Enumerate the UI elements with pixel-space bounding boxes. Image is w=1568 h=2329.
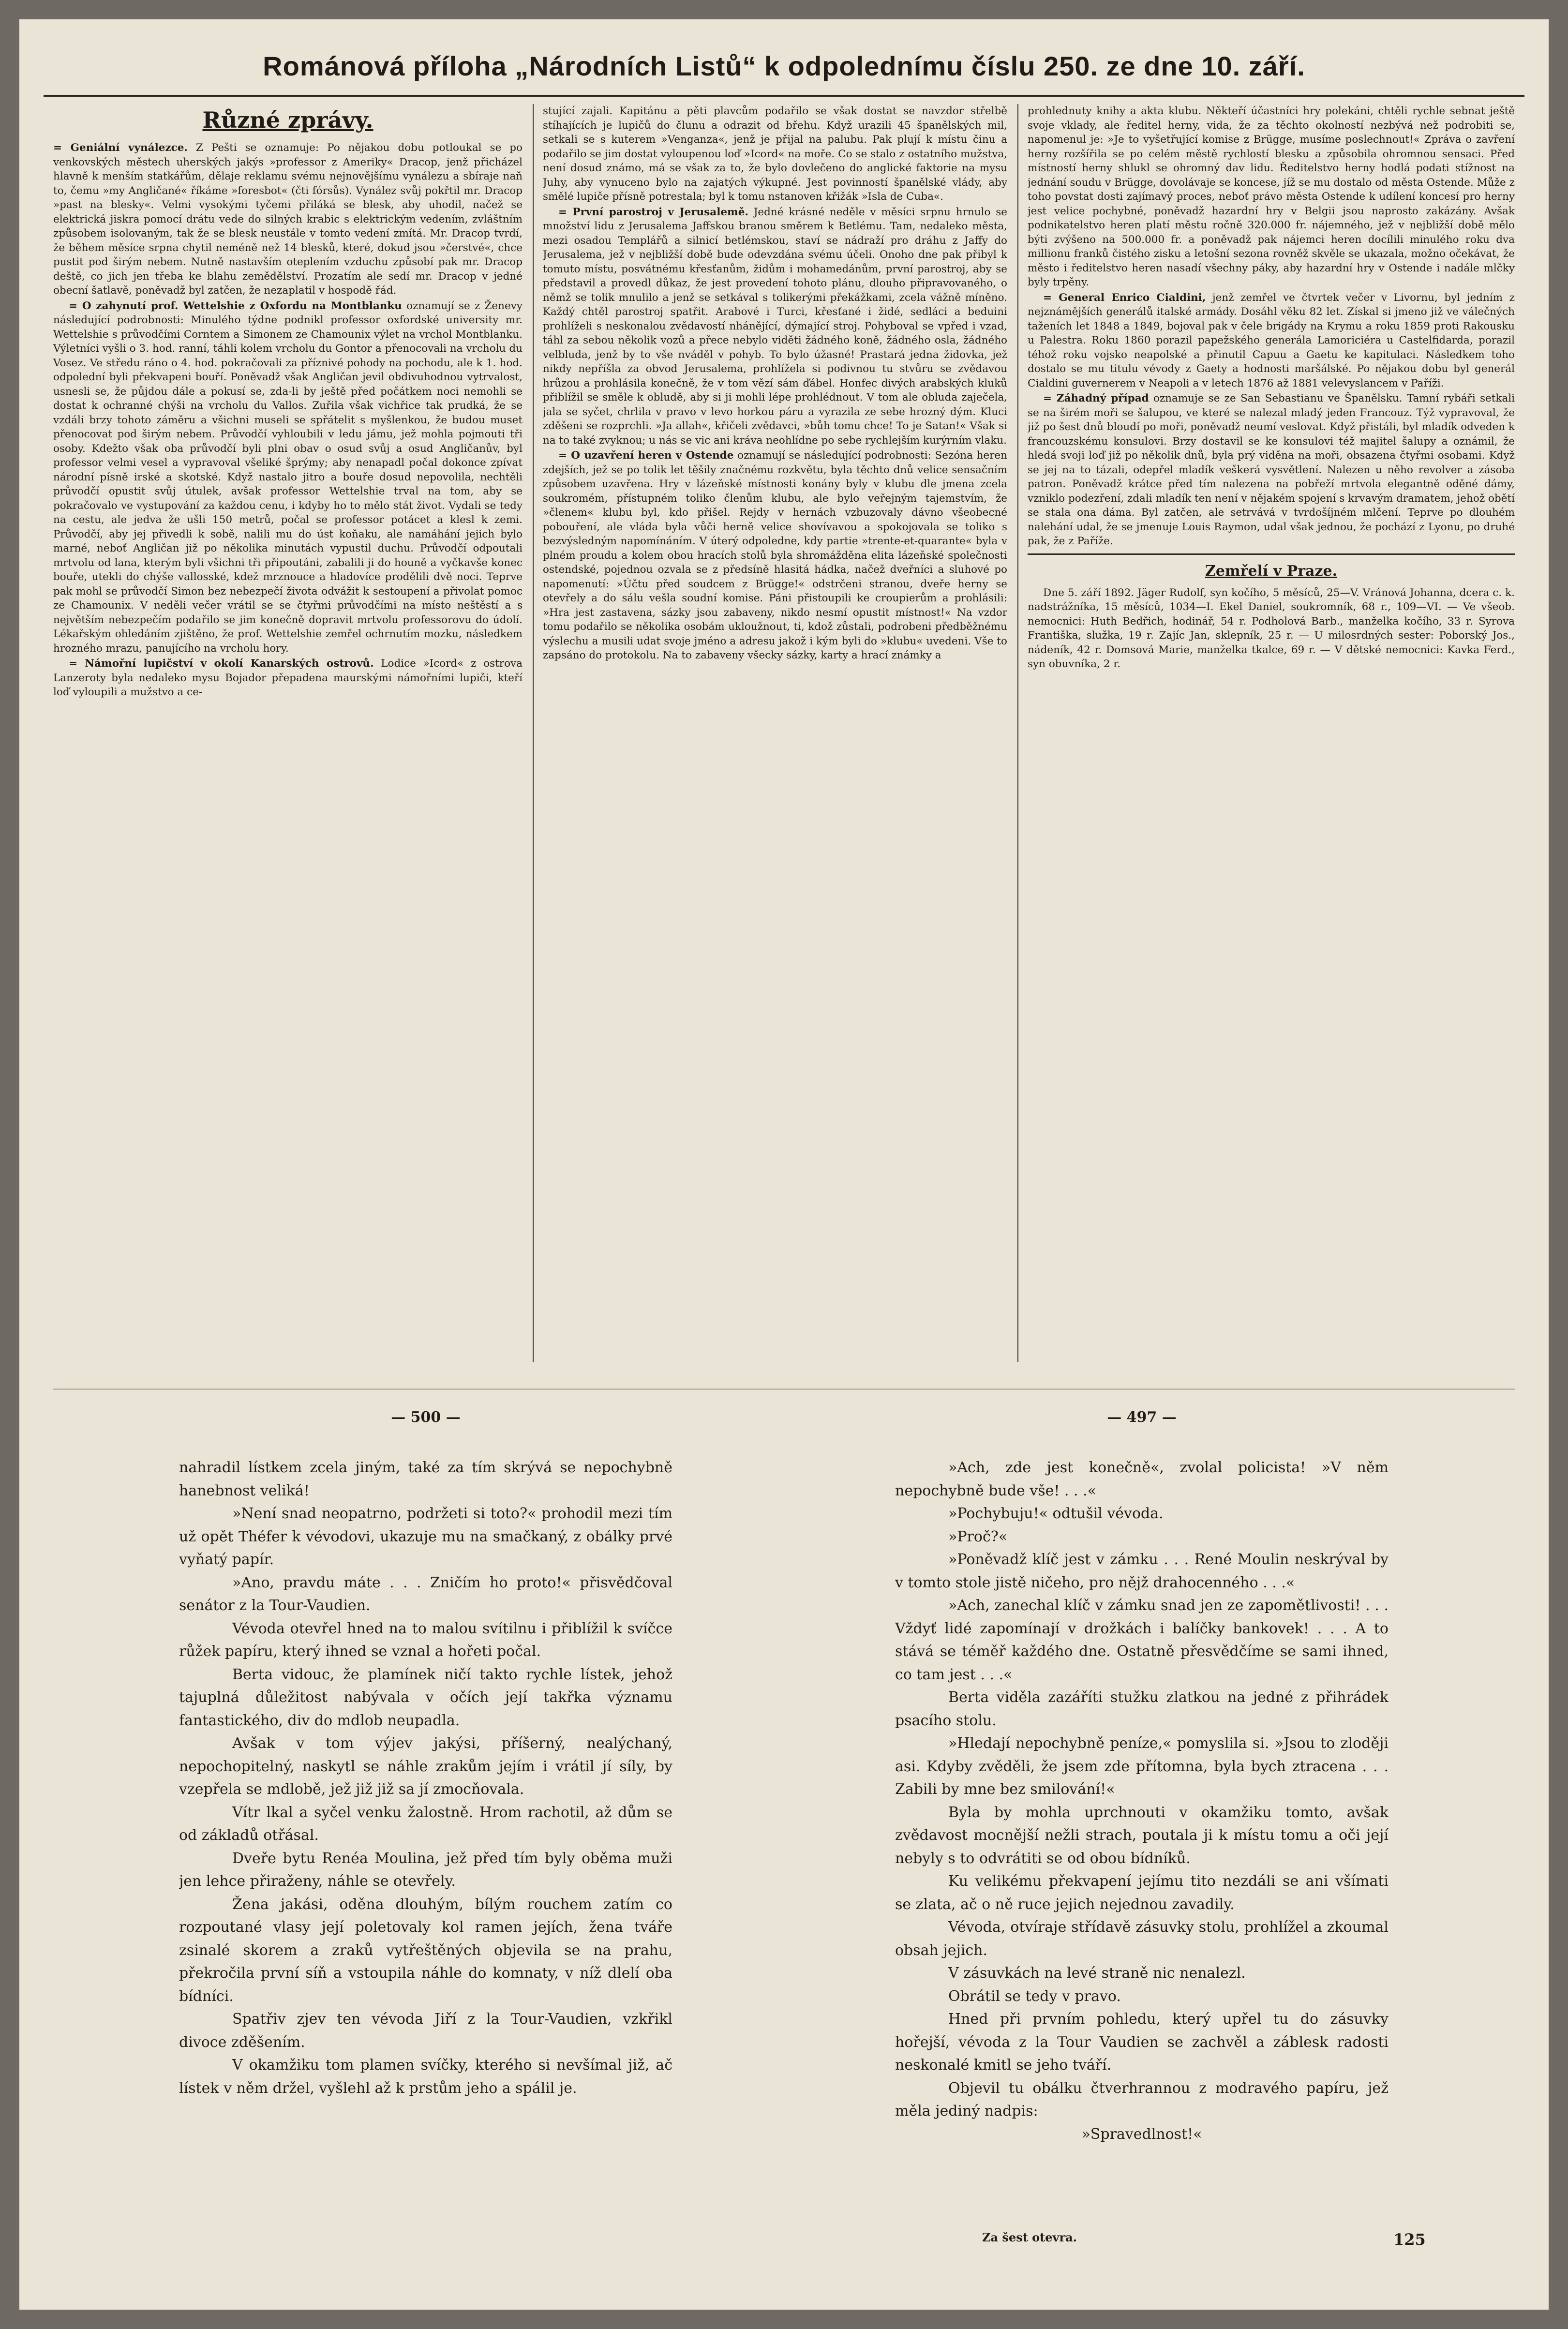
novel-paragraph: Ku velikému překvapení jejímu tito nezdáli se ani všímati se zlata, ač o ně ruce jejich nejednou zavadily. xyxy=(895,1873,1389,1913)
novel-paragraph: Obrátil se tedy v pravo. xyxy=(948,1987,1121,2005)
footer-sheet-number: 125 xyxy=(1393,2230,1426,2249)
novel-paragraph: Spatřiv zjev ten vévoda Jiří z la Tour-Vaudien, vzkřikl divoce zděšením. xyxy=(179,2011,672,2051)
novel-paragraph: »Ano, pravdu máte . . . Zničím ho proto!« přisvědčoval senátor z la Tour-Vaudien. xyxy=(179,1574,672,1614)
news-text: prohlednuty knihy a akta klubu. Někteří účastníci hry polekáni, chtěli rychle sebnat ještě svoje vklady, ale ředitel herny, vida, že za těchto okolností nezbývá než podrobiti se, napomenul je: »Je to vyšetřující komise z Brügge, musíme poslechnout!« Zpráva o zavření herny rozšířila se po celém městě rychlostí blesku a způsobila ohromnou sensaci. Před místností herny shlukl se ohromný dav lidu. Ředitelstvo herny hodlá podati stížnost na jednání soudu v Brügge, dovolávaje se koncese, jíž se mu dostalo od města Ostende. Může z toho povstat dosti zajímavý proces, neboť právo města Ostende k udílení koncesí pro herny jest velice pochybné, poněvadž hazardní hry v Belgii jsou naprosto zakázány. Avšak podnikatelstvo heren platí městu ročně 320.000 fr. nájemného, jež v nejbližší době mělo býti zvýšeno na 500.000 fr. a poněvadž pak nájemci heren docílili minulého roku dva millionu franků čistého zisku a letošní sezona rovněž skvěle se ukazala, možno očekávat, že město i ředitelstvo heren nasadí všechny páky, aby hazardní hry v Ostende i nadále mlčky byly trpěny. xyxy=(1028,105,1515,288)
novel-paragraph: Berta viděla zazáříti stužku zlatkou na jedné z přihrádek psacího stolu. xyxy=(895,1689,1389,1729)
news-item xyxy=(53,657,523,700)
news-headline: = První parostroj v Jerusalemě. xyxy=(558,206,748,218)
deaths-title: Zemřelí v Praze. xyxy=(1205,562,1338,580)
news-item xyxy=(543,205,1007,448)
deaths-list: Dne 5. září 1892. Jäger Rudolf, syn kočího, 5 měsíců, 25—V. Vránová Johanna, dcera c. k. nadstrážníka, 15 měsíců, 1034—I. Ekel Daniel, soukromník, 68 r., 109—VI. — Ve všeob. nemocnici: Huth Bedřich, hodinář, 54 r. Podholová Barb., manželka kočího, 33 r. Syrova Františka, služka, 19 r. Zajíc Jan, sklepník, 25 r. — U milosrdných sester: Poborský Jos., nádeník, 42 r. Domsová Marie, manželka tkalce, 69 r. — V dětské nemocnici: Kavka Ferd., syn obuvníka, 2 r. xyxy=(1028,586,1515,670)
footer-signature: Za šest otevra. xyxy=(982,2230,1077,2244)
news-section xyxy=(53,104,1515,1362)
novel-paragraph: Objevil tu obálku čtverhrannou z modravého papíru, jež měla jediný nadpis: xyxy=(895,2079,1389,2120)
news-column-2 xyxy=(543,104,1007,1362)
news-column-3 xyxy=(1028,104,1515,1362)
news-headline: = General Enrico Cialdini, xyxy=(1043,291,1206,304)
novel-paragraph: »Není snad neopatrno, podržeti si toto?« prohodil mezi tím už opět Théfer k vévodovi, ukazuje mu na smačkaný, z obálky prvé vyňatý papír. xyxy=(179,1505,672,1568)
news-item xyxy=(1028,391,1515,549)
column-divider xyxy=(533,104,534,1362)
novel-paragraph: Vítr lkal a syčel venku žalostně. Hrom rachotil, až dům se od základů otřásal. xyxy=(179,1804,672,1844)
novel-paragraph: Hned při prvním pohledu, který upřel tu do zásuvky hořejší, vévoda z la Tour Vaudien se zachvěl a záblesk radosti neskonalé kmitl se jeho tváří. xyxy=(895,2011,1389,2074)
novel-paragraph: V zásuvkách na levé straně nic nenalezl. xyxy=(948,1965,1246,1982)
news-headline: = Námořní lupičství v okolí Kanarských ostrovů. xyxy=(69,657,374,670)
novel-paragraph: Berta vidouc, že plamínek ničí takto rychle lístek, jehož tajuplná důležitost nabývala v očích její takřka významu fantastického, div do mdlob neupadla. xyxy=(179,1666,672,1729)
novel-page-right xyxy=(895,1456,1389,2269)
novel-paragraph: Dveře bytu Renéa Moulina, jež před tím byly oběma muži jen lehce přiraženy, náhle se otevřely. xyxy=(179,1850,672,1890)
column-divider xyxy=(1017,104,1018,1362)
news-text: stující zajali. Kapitánu a pěti plavcům podařilo se však dostat se navzdor střelbě stíhajících je lupičů do člunu a odrazit od břehu. Když urazili 45 španělských mil, setkali se s kuterem »Venganza«, jenž je přijal na palubu. Pak plují k místu činu a podařilo se jim dostat vyloupenou loď »Icord« na moře. Co se stalo z ostatního mužstva, není dosud známo, má se však za to, že bylo dovlečeno do anglické faktorie na mysu Juhy, aby vynuceno bylo na zajatých výkupné. Jest povinností španělské vlády, aby smělé lupiče přísně potrestala; byl k tomu nstanoven křižák »Isla de Cuba«. xyxy=(543,105,1007,203)
page-number-left: — 500 — xyxy=(391,1409,461,1426)
news-item xyxy=(543,104,1007,204)
novel-paragraph: nahradil lístkem zcela jiným, také za tím skrývá se nepochybně hanebnost veliká! xyxy=(179,1459,672,1499)
novel-paragraph: »Ach, zde jest konečně«, zvolal policista! »V něm nepochybně bude vše! . . .« xyxy=(895,1459,1389,1499)
page-fold-divider xyxy=(53,1388,1515,1390)
news-item xyxy=(543,448,1007,663)
novel-paragraph: »Ach, zanechal klíč v zámku snad jen ze zapomětlivosti! . . . Vždyť lidé zapomínají v drožkách i balíčky bankovek! . . . A to stává se téměř každého dne. Ostatně přesvědčíme se sami ihned, co tam jest . . .« xyxy=(895,1597,1389,1683)
novel-paragraph: V okamžiku tom plamen svíčky, kterého si nevšímal již, ač lístek v něm držel, vyšlehl až k prstům jeho a spálil je. xyxy=(179,2057,672,2097)
news-headline: = O zahynutí prof. Wettelshie z Oxfordu na Montblanku xyxy=(69,299,402,312)
news-text: oznamuje se ze San Sebastianu ve Španělsku. Tamní rybáři setkali se na širém moři se šalupou, ve které se nalezal mladý jeden Francouz. Týž vypravoval, že již po šest dnů bloudí po moři, poněvadž neumí veslovat. Když přistáli, byl mladík odveden k francouzskému konsulovi. Brzy dostavil se ke konsulovi též majitel šalupy a oznámil, že hledá svoji loď již po několik dnů, byla prý viděna na moři, obsazena čtyřmi osobami. Když se jej na to tázali, odepřel mladík veškerá vysvětlení. Nalezen u něho revolver a zásoba patron. Poněvadž krátce před tím nalezena na pobřeží mrtvola elegantně oděné dámy, vzniklo podezření, zdali mladík ten není v nějakém spojení s krvavým dramatem, jehož obětí se stala ona dáma. Byl zatčen, ale setrvává v tvrdošíjném mlčení. Teprve po dlouhém nalehání udal, že se jmenuje Louis Raymon, udal však jednou, že pochází z Lyonu, po druhé pak, že z Paříže. xyxy=(1028,392,1515,547)
novel-paragraph: »Proč?« xyxy=(948,1528,1008,1545)
news-text: Z Pešti se oznamuje: Po nějakou dobu potloukal se po venkovských městech uherských jakýs »professor z Ameriky« Dracop, jenž přicházel hlavně k menším statkářům, dělaje reklamu svému nejnovějšímu vynálezu a sbíraje naň to, čemu »my Angličané« říkáme »foresbot« (čti fórsůs). Vynález svůj pokřtil mr. Dracop »past na blesky«. Velmi vysokými tyčemi přiláká se blesk, aby uhodil, načež se elektrická jiskra pomocí drátu vede do silných krabic s elektrickým vedením, zvláštním způsobem isolovaným, tak že se blesk neustále v tomto vedení zmítá. Mr. Dracop tvrdí, že během měsíce srpna chytil neméně než 14 blesků, které, dokud jsou »čerstvé«, chce pustit pod širým nebem. Nutně nastavším oteplením vzduchu způsobí pak mr. Dracop deště, co jich jen třeba ke blahu zemědělství. Prozatím ale sedí mr. Dracop v jedné obecní šatlavě, poněvadž byl zatčen, že nezaplatil v hospodě řád. xyxy=(53,142,523,297)
section-title: Různé zprávy. xyxy=(202,107,373,133)
news-item xyxy=(1028,291,1515,391)
newspaper-page xyxy=(19,19,1549,2310)
novel-heading-justice: »Spravedlnost!« xyxy=(1081,2125,1202,2143)
novel-page-left xyxy=(179,1456,672,2269)
novel-paragraph: »Pochybuju!« odtušil vévoda. xyxy=(948,1505,1164,1522)
novel-paragraph: »Hledají nepochybně peníze,« pomyslila si. »Jsou to zloději asi. Kdyby zvěděli, že jsem zde přítomna, byla bych ztracena . . . Zabili by mne bez smilování!« xyxy=(895,1735,1389,1798)
page-number-right: — 497 — xyxy=(1107,1409,1177,1426)
news-text: Jedné krásné neděle v měsíci srpnu hrnulo se množství lidu z Jerusalema Jaffskou branou směrem k Betlému. Tam, nedaleko města, mezi osadou Templářů a silnicí betlémskou, staví se nádraží pro dráhu z Jaffy do Jerusalema, jež v nejbližší době bude odevzdána svému účeli. Onoho dne pak přibyl k tomuto místu, posvátnému křesťanům, židům i mohamedánům, první parostroj, aby se představil a provedl důkaz, že jest provedení tohoto plánu, dlouho připravovaného, o němž se tolik mnulilo a jenž se setkával s tolikerými překážkami, zcela vážně míněno. Každý chtěl parostroj spatřit. Arabové i Turci, křesťané i židé, sedláci a beduini prohlíželi s neskonalou zvědavostí nhánějící, dýmající stroj. Pohyboval se vpřed i vzad, táhl za sebou několik vozů a přece nebylo viděti žádného koně, žádného osla, žádného velbluda, jenž by to vše nváděl v pohyb. To bylo úžasné! Prastará jedna židovka, jež nikdy nepříšla za obvod Jerusalema, prohlížela si podivnou tu stvůru se zvědavou hrůzou a prohlásila konečně, že v tom vězí sám ďábel. Honfec divých arabských kluků přiblížil se směle k obludě, aby si ji mohli lépe prohlédnout. V tom ale obluda zaječela, jala se syčet, chrlila v pravo v levo horkou páru a vyrazila ze sebe hrozný dým. Kluci zděšeni se rozprchli. »Ja allah«, křičeli zvědavci, »bůh tomu chce! To je Satan!« Však si na to také zvyknou; u nás se vic ani kráva neohlídne po sebe rychlejším kurýrním vlaku. xyxy=(543,206,1007,447)
divider xyxy=(1028,553,1515,555)
news-headline: = O uzavření heren v Ostende xyxy=(558,449,734,462)
news-item xyxy=(53,299,523,656)
news-item xyxy=(1028,104,1515,290)
supplement-banner: Románová příloha „Národních Listů“ k odpolednímu číslu 250. ze dne 10. září. xyxy=(44,38,1524,97)
novel-section xyxy=(19,1408,1549,2310)
news-headline: = Geniální vynálezce. xyxy=(53,142,188,154)
news-text: jenž zemřel ve čtvrtek večer v Livornu, byl jedním z nejznámějších generálů italské armády. Dosáhl věku 82 let. Získal si jmeno již ve válečných taženích let 1848 a 1849, bojoval pak v čele brigády na Krymu a roku 1859 proti Rakousku u Palestra. Roku 1860 porazil papežského generála Lamoriciéra u Castelfidarda, porazil téhož roku vojsko neapolské a přinutil Capuu a Gaetu ke kapitulaci. Následkem toho dostalo se mu titulu vévody z Gaety a hodnosti maršálské. Po nějakou dobu byl generál Cialdini guvernerem v Neapoli a v letech 1876 až 1881 velevyslancem v Paříži. xyxy=(1028,291,1515,389)
novel-paragraph: Avšak v tom výjev jakýsi, příšerný, nealýchaný, nepochopitelný, naskytl se náhle zrakům jejím i vrátil jí síly, by vzepřela se mdlobě, jež již již sa jí zmocňovala. xyxy=(179,1735,672,1798)
news-headline: = Záhadný případ xyxy=(1043,392,1149,404)
novel-paragraph: Vévoda, otvíraje střídavě zásuvky stolu, prohlížel a zkoumal obsah jejich. xyxy=(895,1919,1389,1959)
news-item xyxy=(53,141,523,298)
news-column-1 xyxy=(53,104,523,1362)
news-text: oznamují se následující podrobnosti: Sezóna heren zdejších, jež se po tolik let těšily značnému rozkvětu, byla těchto dnů velice sensačním způsobem uzavřena. Hry v lázeňské místnosti konány byly v klubu dle jmena zcela soukromém, přístupném toliko členům klubu, ale bylo veřejným tajemstvím, že »členem« klubu byl, kdo přišel. Rejdy v hernách vzbuzovaly dávno všeobecné pobouření, ale vláda byla vůči herně velice shovívavou a spokojovala se toliko s bezvýsledným napomínáním. V úterý odpoledne, kdy partie »trente-et-quarante« byla v plném proudu a kolem obou hracích stolů byla shromážděna elita lázeňské společnosti ostendské, pojednou ozvala se z předsíně hlasitá hádka, načež dveřníci a sluhové po napomenutí: »Účtu před soudcem z Brügge!« odstrčeni stranou, dveře herny se otevřely a do sálu vešla soudní komise. Páni přistoupili ke croupierům a prohlásili: »Hra jest zastavena, sázky jsou zabaveny, nikdo nesmí opustit místnost!« Na vzdor tomu podařilo se několika osobám ukloužnout, ti, kdož zůstali, podrobeni předběžnému výslechu a musili udat svoje jméno a adresu jakož i kým byli do »klubu« uvedeni. Vše to zapsáno do protokolu. Na to zabaveny všecky sázky, karty a hrací známky a xyxy=(543,449,1007,661)
novel-paragraph: Žena jakási, oděna dlouhým, bílým rouchem zatím co rozpoutané vlasy její poletovaly kol ramen jejích, žena tváře zsinalé skorem a zraků vytřeštěných objevila se na prahu, překročila první síň a vstoupila náhle do komnaty, v níž dlelí oba bídníci. xyxy=(179,1896,672,2005)
novel-paragraph: Byla by mohla uprchnouti v okamžiku tomto, avšak zvědavost mocnější nežli strach, poutala ji k místu tomu a oči její nebyly s to odvrátiti se od obou bídníků. xyxy=(895,1804,1389,1867)
novel-paragraph: »Poněvadž klíč jest v zámku . . . René Moulin neskrýval by v tomto stole jistě ničeho, pro nějž drahocenného . . .« xyxy=(895,1551,1389,1591)
news-text: oznamují se z Ženevy následující podrobnosti: Minulého týdne podnikl professor oxfordské university mr. Wettelshie s průvodčími Corntem a Simonem ze Chamounix výlet na vrchol Montblanku. Výletníci vyšli o 3. hod. ranní, táhli kolem vrcholu du Gontor a přenocovali na vrcholu du Vosez. Ve středu ráno o 4. hod. pokračovali za příznivé pohody na pochodu, ale k 1. hod. odpolední byli překvapeni bouří. Poněvadž však Angličan jevil obdivuhodnou vytrvalost, usnesli se, že půjdou dále a pokusí se, zda-li by ještě před počátkem noci nemohli se dostat k ochranné chýši na vrcholu du Vallos. Zuřila však vichřice tak prudká, že se vzdáli brzy tohoto záměru a všichni museli se spřátelit s myšlenkou, že budou muset přenocovat pod širým nebem. Průvodčí vyhloubili v ledu jámu, jež mohla pojmouti tři osoby. Kdežto však oba průvodčí byli plni obav o osud svůj a osud Angličanův, byl professor velmi vesel a vypravoval všeliké šprýmy; aby nenapadl počal dokonce zpívat národní písně irské a skotské. Když nastalo jitro a bouře dosud nepovolila, nechtěli průvodčí opustit svůj útulek, avšak professor Wettelshie trval na tom, aby se pokračovalo ve vystupování za každou cenu, i kdyby ho to mělo stát život. Vydali se tedy na cestu, ale jedva že ušli 150 metrů, počal se professor potácet a klesl k zemi. Průvodčí, aby jej přivedli k sobě, nalili mu do úst koňaku, ale namáhání jejich bylo marné, neboť Angličan již po několika minutách vypustil duchu. Průvodčí odpoutali mrtvolu od lana, kterým byli všichni tři připoutáni, zabalili ji do houně a vyčkavše konec bouře, utekli do chýše vallosské, kdež mrznouce a hladovíce prodělili dvě noci. Teprve pak mohl se průvodčí Simon bez nebezpečí života odvážit k sestoupení a přivolat pomoc ze Chamounix. V neděli večer vrátil se se čtyřmi průvodčími na místo neštěstí a s největším nebezpečím podařilo se jim konečně dopravit mrtvolu professorovu do údolí. Lékařským ohledáním zjištěno, že prof. Wettelshie zemřel ochrnutím mozku, následkem hrozného mrazu, panujícího na vrcholu hory. xyxy=(53,299,523,655)
novel-paragraph: Vévoda otevřel hned na to malou svítilnu i přiblížil k svíčce růžek papíru, který ihned se vznal a hořeti počal. xyxy=(179,1620,672,1660)
news-text: Lodice »Icord« z ostrova Lanzeroty byla nedaleko mysu Bojador přepadena maurskými námořními lupiči, kteří loď vyloupili a mužstvo a ce- xyxy=(53,657,523,698)
